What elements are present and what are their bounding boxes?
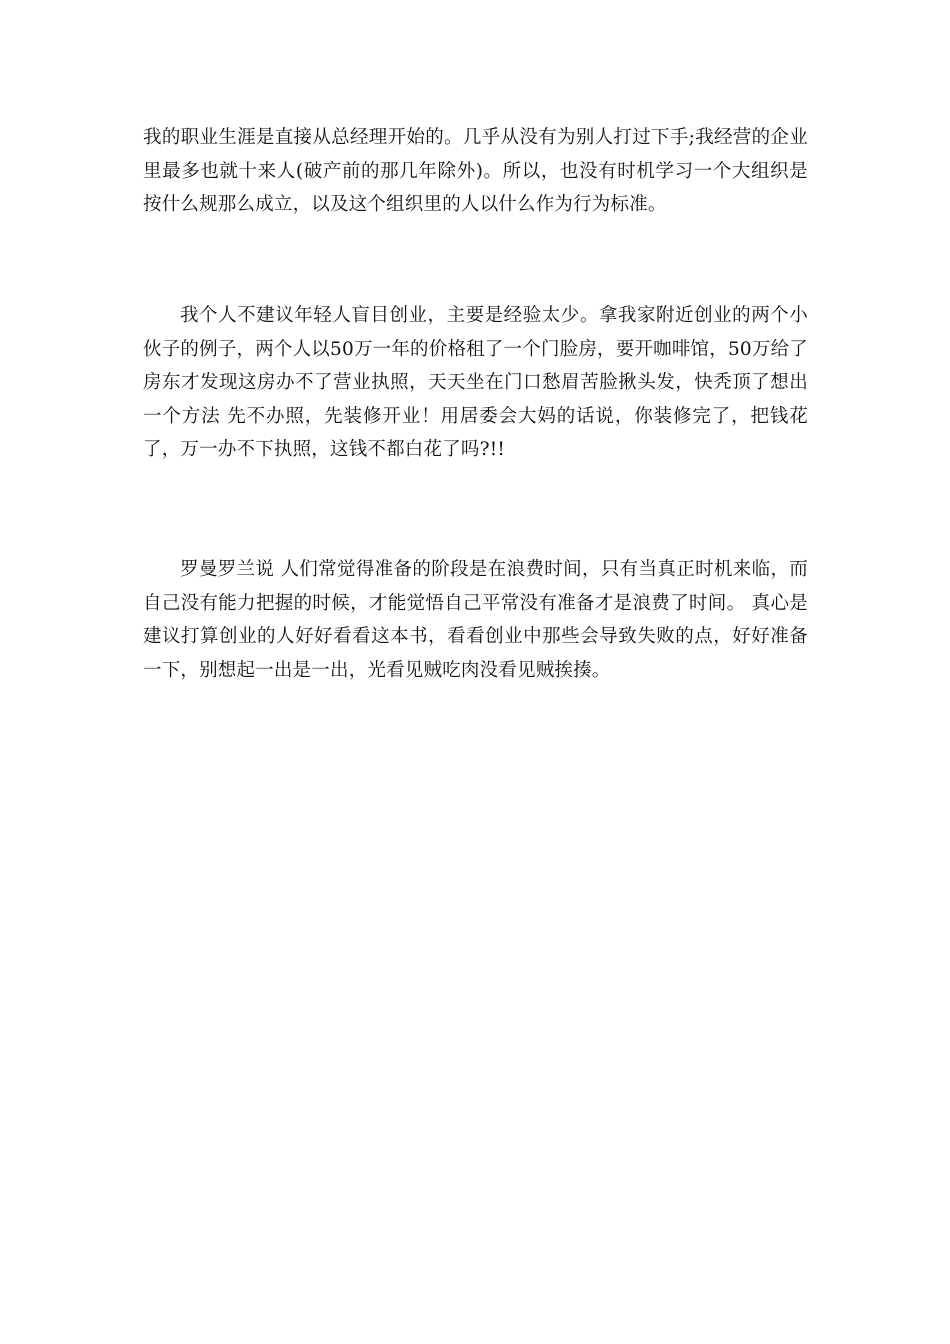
paragraph-startup-advice: 我个人不建议年轻人盲目创业，主要是经验太少。拿我家附近创业的两个小伙子的例子，两个人以50万一年的价格租了一个门脸房，要开咖啡馆，50万给了房东才发现这房办不了营业执照，天天坐在门口愁眉苦脸揪头发，快秃顶了想出一个方法 先不办照，先装修开业！用居委会大妈的话说，你装修完了，把钱花了，万一办不下执照，这钱不都白花了吗?!! <box>143 305 808 460</box>
paragraph-career: 我的职业生涯是直接从总经理开始的。几乎从没有为别人打过下手;我经营的企业里最多也就十来人(破产前的那几年除外)。所以，也没有时机学习一个大组织是按什么规那么成立，以及这个组织里的人以什么作为行为标准。 <box>143 127 808 215</box>
paragraph-romain-rolland-quote: 罗曼罗兰说 人们常觉得准备的阶段是在浪费时间，只有当真正时机来临，而自己没有能力把握的时候，才能觉悟自己平常没有准备才是浪费了时间。 真心是建议打算创业的人好好看看这本书，看看创业中那些会导致失败的点，好好准备一下，别想起一出是一出，光看见贼吃肉没看见贼挨揍。 <box>143 559 808 681</box>
